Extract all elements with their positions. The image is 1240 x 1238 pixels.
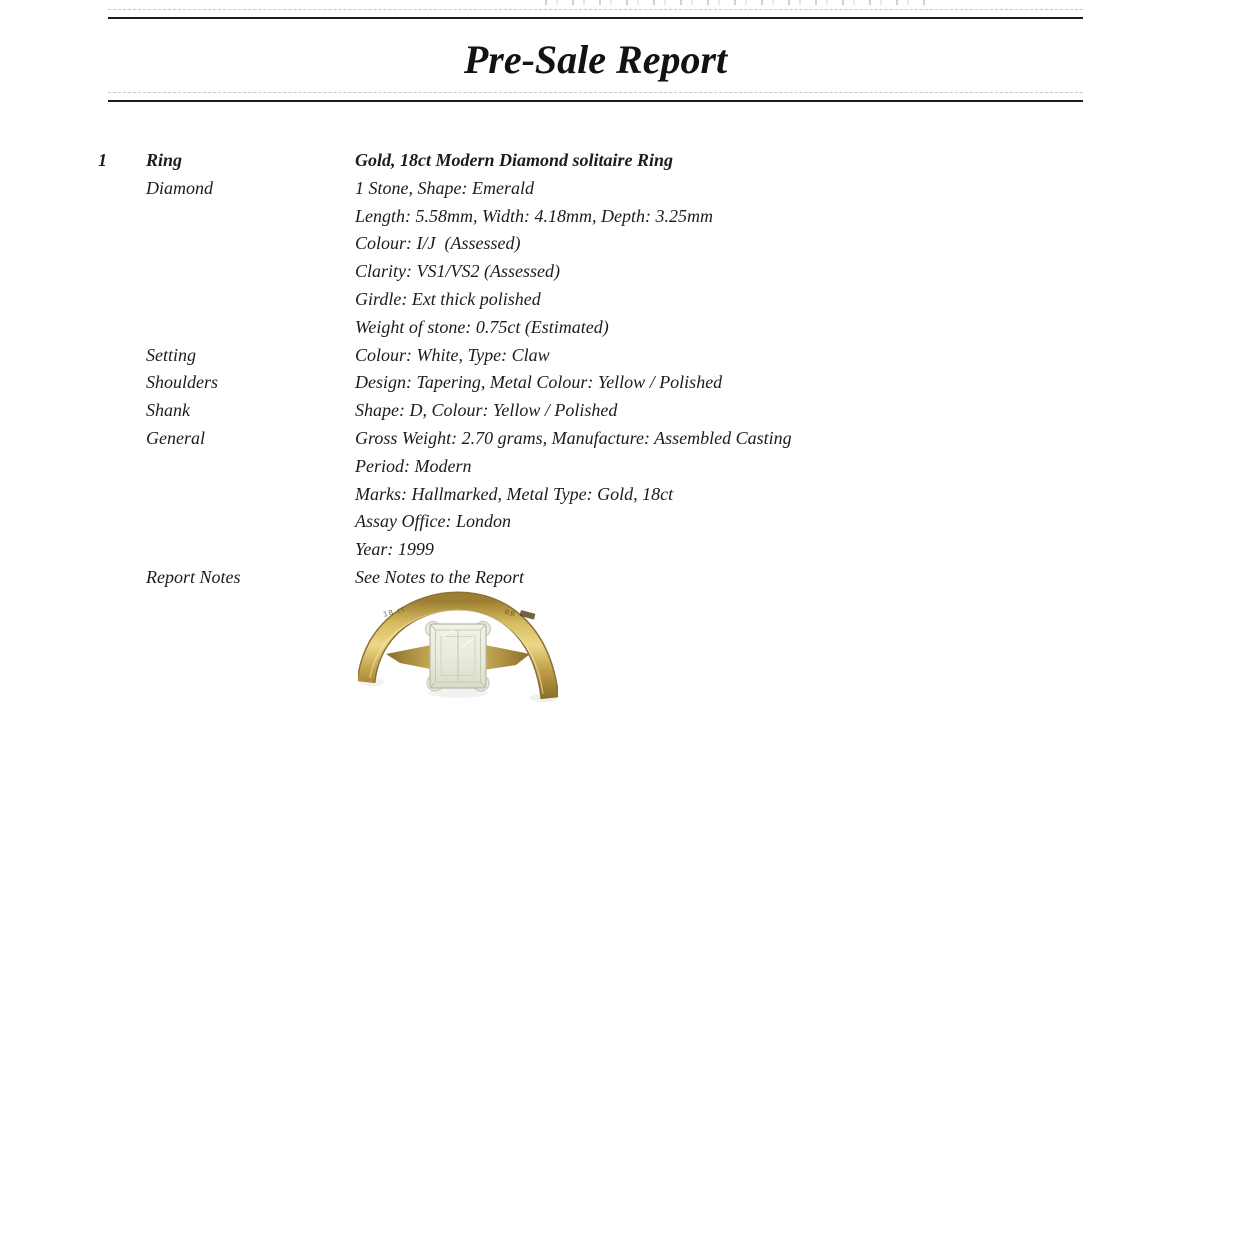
attribute-label [146, 230, 355, 258]
attribute-value: Colour: White, Type: Claw [355, 344, 550, 365]
lot-row [146, 481, 1098, 509]
attribute-value: Colour: I/J (Assessed) [355, 233, 521, 254]
attribute-label [146, 258, 355, 286]
attribute-label [146, 481, 355, 509]
hallmark-engraving: 18 ct [382, 604, 407, 619]
lot-row [146, 536, 1098, 564]
cropped-header-text-remnant [545, 0, 925, 5]
attribute-label [146, 203, 355, 231]
report-title: Pre-Sale Report [463, 37, 728, 82]
lot-row [146, 258, 1098, 286]
ring-photo-graphic [358, 590, 558, 708]
lot-row [146, 425, 1098, 453]
attribute-value: 1 Stone, Shape: Emerald [355, 177, 534, 198]
lot-row [146, 147, 1098, 175]
attribute-value: Shape: D, Colour: Yellow / Polished [355, 400, 618, 421]
lot-attribute-rows [146, 147, 1098, 592]
attribute-label: Report Notes [146, 566, 241, 587]
lot-row [146, 369, 1098, 397]
lot-row [146, 397, 1098, 425]
lot-row [146, 175, 1098, 203]
attribute-label [146, 286, 355, 314]
attribute-label: Shank [146, 400, 190, 421]
attribute-value: Length: 5.58mm, Width: 4.18mm, Depth: 3.25mm [355, 205, 713, 226]
lot-row [146, 453, 1098, 481]
lot-row [146, 203, 1098, 231]
lot-row [146, 286, 1098, 314]
top-divider-line [108, 9, 1083, 19]
attribute-value: Period: Modern [355, 455, 472, 476]
attribute-value: Year: 1999 [355, 539, 434, 560]
makers-mark-engraving: RB [503, 608, 517, 619]
attribute-label: Ring [146, 150, 183, 170]
lot-row [146, 342, 1098, 370]
attribute-label [146, 508, 355, 536]
title-divider-line [108, 92, 1083, 102]
lot-row [146, 230, 1098, 258]
attribute-label: Setting [146, 344, 196, 365]
attribute-value: Marks: Hallmarked, Metal Type: Gold, 18ct [355, 483, 674, 504]
attribute-value: See Notes to the Report [355, 566, 524, 587]
attribute-label: Diamond [146, 177, 213, 198]
ring-photo [358, 590, 558, 708]
attribute-value: Design: Tapering, Metal Colour: Yellow / Polished [355, 372, 723, 393]
lot-number: 1 [98, 150, 107, 170]
lot-entry [98, 147, 1098, 592]
attribute-label [146, 453, 355, 481]
attribute-value: Clarity: VS1/VS2 (Assessed) [355, 261, 560, 282]
attribute-label: General [146, 427, 205, 448]
attribute-label [146, 536, 355, 564]
attribute-value: Gross Weight: 2.70 grams, Manufacture: Assembled Casting [355, 427, 792, 448]
attribute-value: Girdle: Ext thick polished [355, 288, 541, 309]
attribute-label [146, 314, 355, 342]
attribute-value: Gold, 18ct Modern Diamond solitaire Ring [355, 150, 674, 170]
attribute-value: Assay Office: London [355, 511, 511, 532]
lot-row [146, 508, 1098, 536]
lot-row [146, 564, 1098, 592]
attribute-value: Weight of stone: 0.75ct (Estimated) [355, 316, 609, 337]
lot-row [146, 314, 1098, 342]
attribute-label: Shoulders [146, 372, 218, 393]
